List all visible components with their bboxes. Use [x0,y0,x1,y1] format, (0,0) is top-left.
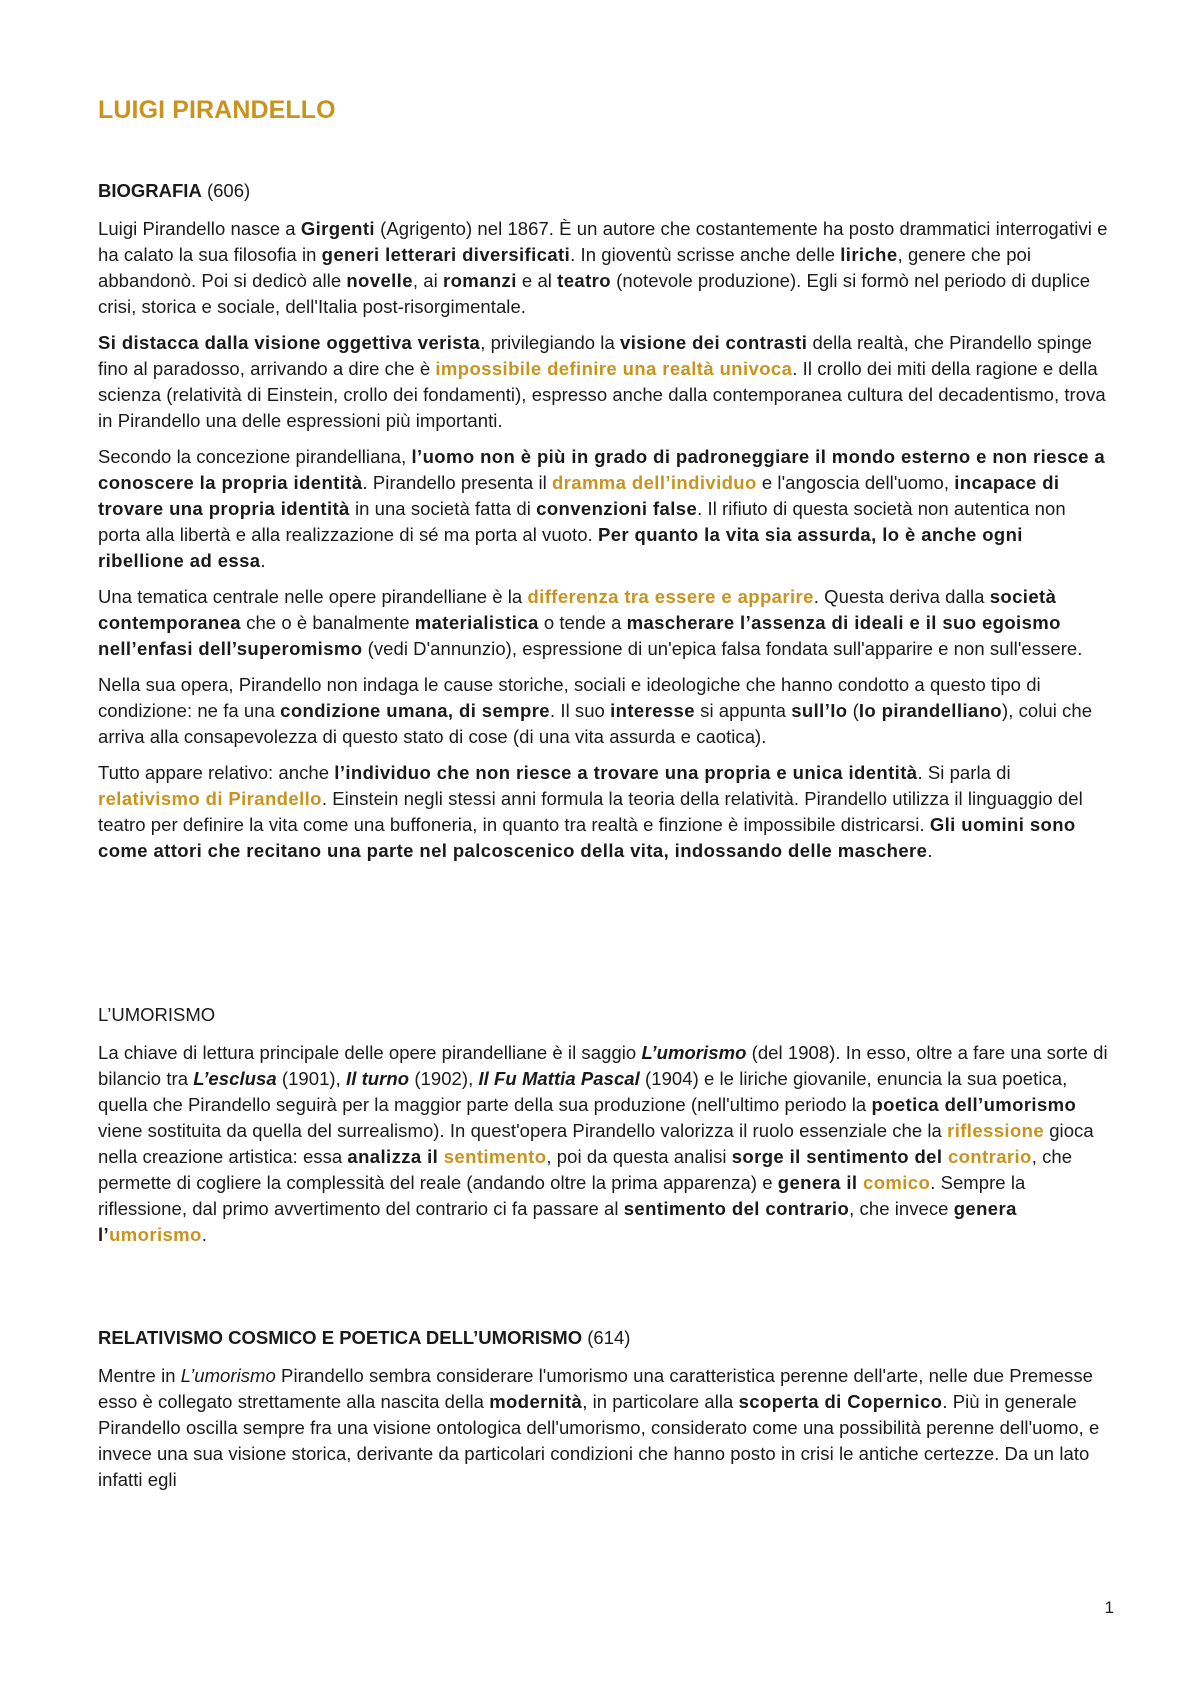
text-run: , privilegiando la [480,332,620,353]
page-number: 1 [1104,1598,1114,1617]
emphasis-text: condizione umana, di sempre [280,700,550,721]
emphasis-text: Si distacca dalla visione oggettiva verista [98,332,481,353]
paragraph [98,672,1113,750]
text-run: . [260,550,266,571]
heading-page-ref: (614) [587,1327,631,1348]
text-run: (1901), [276,1068,347,1089]
text-run: . Pirandello presenta il [362,472,552,493]
emphasis-text: convenzioni false [536,498,698,519]
paragraph [98,760,1113,864]
text-run: Tutto appare relativo: anche [98,762,335,783]
text-run: (1904) e le liriche giovanile, enuncia la sua poetica, quella che Pirandello seguirà per la maggior parte della sua produzione (nell'ultimo periodo la [98,1068,1068,1115]
paragraph [98,584,1113,662]
highlighted-term: differenza tra essere e apparire [527,586,814,607]
emphasis-text: Il turno [346,1068,410,1089]
paragraph [98,216,1113,320]
text-run: , genere che poi abbandonò. Poi si dedicò alle [98,244,1032,291]
section-body [98,1363,1113,1493]
highlighted-term: sentimento [443,1146,547,1167]
text-run: Nella sua opera, Pirandello non indaga le cause storiche, sociali e ideologiche che hanno condotto a questo tipo di condizione: ne fa una [98,674,1041,721]
highlighted-term: umorismo [109,1224,202,1245]
emphasis-text: l’individuo che non riesce a trovare una propria e unica identità [334,762,918,783]
text-run: Secondo la concezione pirandelliana, [98,446,412,467]
text-run: , che invece [849,1198,954,1219]
emphasis-text: interesse [610,700,695,721]
emphasis-text: romanzi [443,270,517,291]
paragraph [98,330,1113,434]
emphasis-text: genera il [777,1172,864,1193]
emphasis-text: incapace di trovare una propria identità [98,472,1060,519]
text-run: o tende a [538,612,627,633]
emphasis-text: sull’Io [791,700,848,721]
heading-text: RELATIVISMO COSMICO E POETICA DELL’UMORISMO [98,1327,583,1348]
emphasis-text: Girgenti [300,218,375,239]
text-run: e al [516,270,558,291]
emphasis-text: generi letterari diversificati [321,244,571,265]
section-body [98,216,1113,864]
text-run: . Einstein negli stessi anni formula la teoria della relatività. Pirandello utilizza il linguaggio del teatro per definire la vita come una buffoneria, in quanto tra realtà e finzione è impossibile districarsi. [98,788,1083,835]
text-run: , ai [412,270,443,291]
text-run: . Il crollo dei miti della ragione e della scienza (relatività di Einstein, crollo dei fondamenti), espresso anche dalla contemporanea cultura del decadentismo, trova in Pirandello una delle espressioni più importanti. [98,358,1106,431]
emphasis-text: L’umorismo [180,1365,276,1386]
emphasis-text: teatro [557,270,611,291]
text-run: e l'angoscia dell'uomo, [756,472,955,493]
emphasis-text: liriche [840,244,898,265]
text-run: . Sempre la riflessione, dal primo avvertimento del contrario ci fa passare al [98,1172,1026,1219]
emphasis-text: sentimento del contrario [623,1198,850,1219]
emphasis-text: visione dei contrasti [620,332,808,353]
paragraph [98,1040,1113,1248]
emphasis-text: l’uomo non è più in grado di padroneggiare il mondo esterno e non riesce a conoscere la propria identità [98,446,1106,493]
text-run: si appunta [694,700,792,721]
document-title: LUIGI PIRANDELLO [98,96,336,124]
text-run: , poi da questa analisi [546,1146,732,1167]
emphasis-text: scoperta di Copernico [738,1391,943,1412]
text-run: (vedi D'annunzio), espressione di un'epica falsa fondata sull'apparire e non sull'essere. [362,638,1083,659]
text-run: (del 1908). In esso, oltre a fare una sorte di bilancio tra [98,1042,1108,1089]
highlighted-term: comico [863,1172,931,1193]
emphasis-text: L’umorismo [641,1042,747,1063]
text-run: , in particolare alla [582,1391,739,1412]
section-body [98,1040,1113,1248]
text-run: . Più in generale Pirandello oscilla sempre fra una visione ontologica dell'umorismo, considerato come una possibilità perenne dell'uomo, e invece una sua visione storica, derivante da particolari condizioni che hanno posto in crisi le antiche certezze. Da un lato infatti egli [98,1391,1100,1490]
text-run: che o è banalmente [240,612,415,633]
section-biografia [98,178,1113,874]
text-run: (Agrigento) nel 1867. È un autore che costantemente ha posto drammatici interrogativi e ha calato la sua filosofia in [98,218,1108,265]
text-run: della realtà, che Pirandello spinge fino al paradosso, arrivando a dire che è [98,332,1092,379]
text-run: Mentre in [98,1365,181,1386]
text-run: . [201,1224,207,1245]
text-run: La chiave di lettura principale delle opere pirandelliane è il saggio [98,1042,642,1063]
heading-text: L’UMORISMO [98,1004,216,1025]
section-relativismo [98,1325,1113,1503]
text-run: Pirandello sembra considerare l'umorismo una caratteristica perenne dell'arte, nelle due Premesse esso è collegato strettamente alla nascita della [98,1365,1093,1412]
text-run: (notevole produzione). Egli si formò nel periodo di duplice crisi, storica e sociale, dell'Italia post-risorgimentale. [98,270,1091,317]
text-run: gioca nella creazione artistica: essa [98,1120,1094,1167]
paragraph [98,1363,1113,1493]
emphasis-text: poetica dell’umorismo [871,1094,1077,1115]
text-run: Una tematica centrale nelle opere pirandelliane è la [98,586,528,607]
text-run: . [927,840,933,861]
text-run: ), colui che arriva alla consapevolezza di questo stato di cose (di una vita assurda e caotica). [98,700,1093,747]
section-heading [98,1325,1113,1351]
emphasis-text: mascherare l’assenza di ideali e il suo egoismo nell’enfasi dell’superomismo [98,612,1061,659]
highlighted-term: contrario [947,1146,1032,1167]
emphasis-text: genera l’ [98,1198,1017,1245]
text-run: . Il rifiuto di questa società non autentica non porta alla libertà e alla realizzazione di sé ma porta al vuoto. [98,498,1066,545]
emphasis-text: modernità [489,1391,583,1412]
emphasis-text: L’esclusa [193,1068,277,1089]
heading-text: BIOGRAFIA [98,180,202,201]
text-run: (1902), [409,1068,479,1089]
highlighted-term: relativismo di Pirandello [98,788,322,809]
text-run: . Il suo [550,700,611,721]
section-umorismo [98,1002,1113,1258]
section-heading [98,1002,1113,1028]
highlighted-term: dramma dell’individuo [551,472,757,493]
emphasis-text: sorge il sentimento del [731,1146,948,1167]
emphasis-text: Il Fu Mattia Pascal [478,1068,640,1089]
section-heading [98,178,1113,204]
highlighted-term: riflessione [947,1120,1045,1141]
paragraph [98,444,1113,574]
highlighted-term: impossibile definire una realtà univoca [435,358,793,379]
emphasis-text: Per quanto la vita sia assurda, lo è anche ogni ribellione ad essa [98,524,1023,571]
text-run: , che permette di cogliere la complessità del reale (andando oltre la prima apparenza) e [98,1146,1073,1193]
text-run: . In gioventù scrisse anche delle [570,244,841,265]
emphasis-text: novelle [346,270,413,291]
emphasis-text: materialistica [414,612,539,633]
emphasis-text: analizza il [347,1146,444,1167]
emphasis-text: società contemporanea [98,586,1057,633]
text-run: . Questa deriva dalla [813,586,990,607]
text-run: ( [847,700,859,721]
text-run: in una società fatta di [349,498,537,519]
text-run: Luigi Pirandello nasce a [98,218,301,239]
emphasis-text: Gli uomini sono come attori che recitano una parte nel palcoscenico della vita, indossando delle maschere [98,814,1076,861]
emphasis-text: Io pirandelliano [858,700,1002,721]
heading-page-ref: (606) [206,180,251,201]
text-run: . Si parla di [917,762,1011,783]
text-run: viene sostituita da quella del surrealismo). In quest'opera Pirandello valorizza il ruolo essenziale che la [98,1120,948,1141]
